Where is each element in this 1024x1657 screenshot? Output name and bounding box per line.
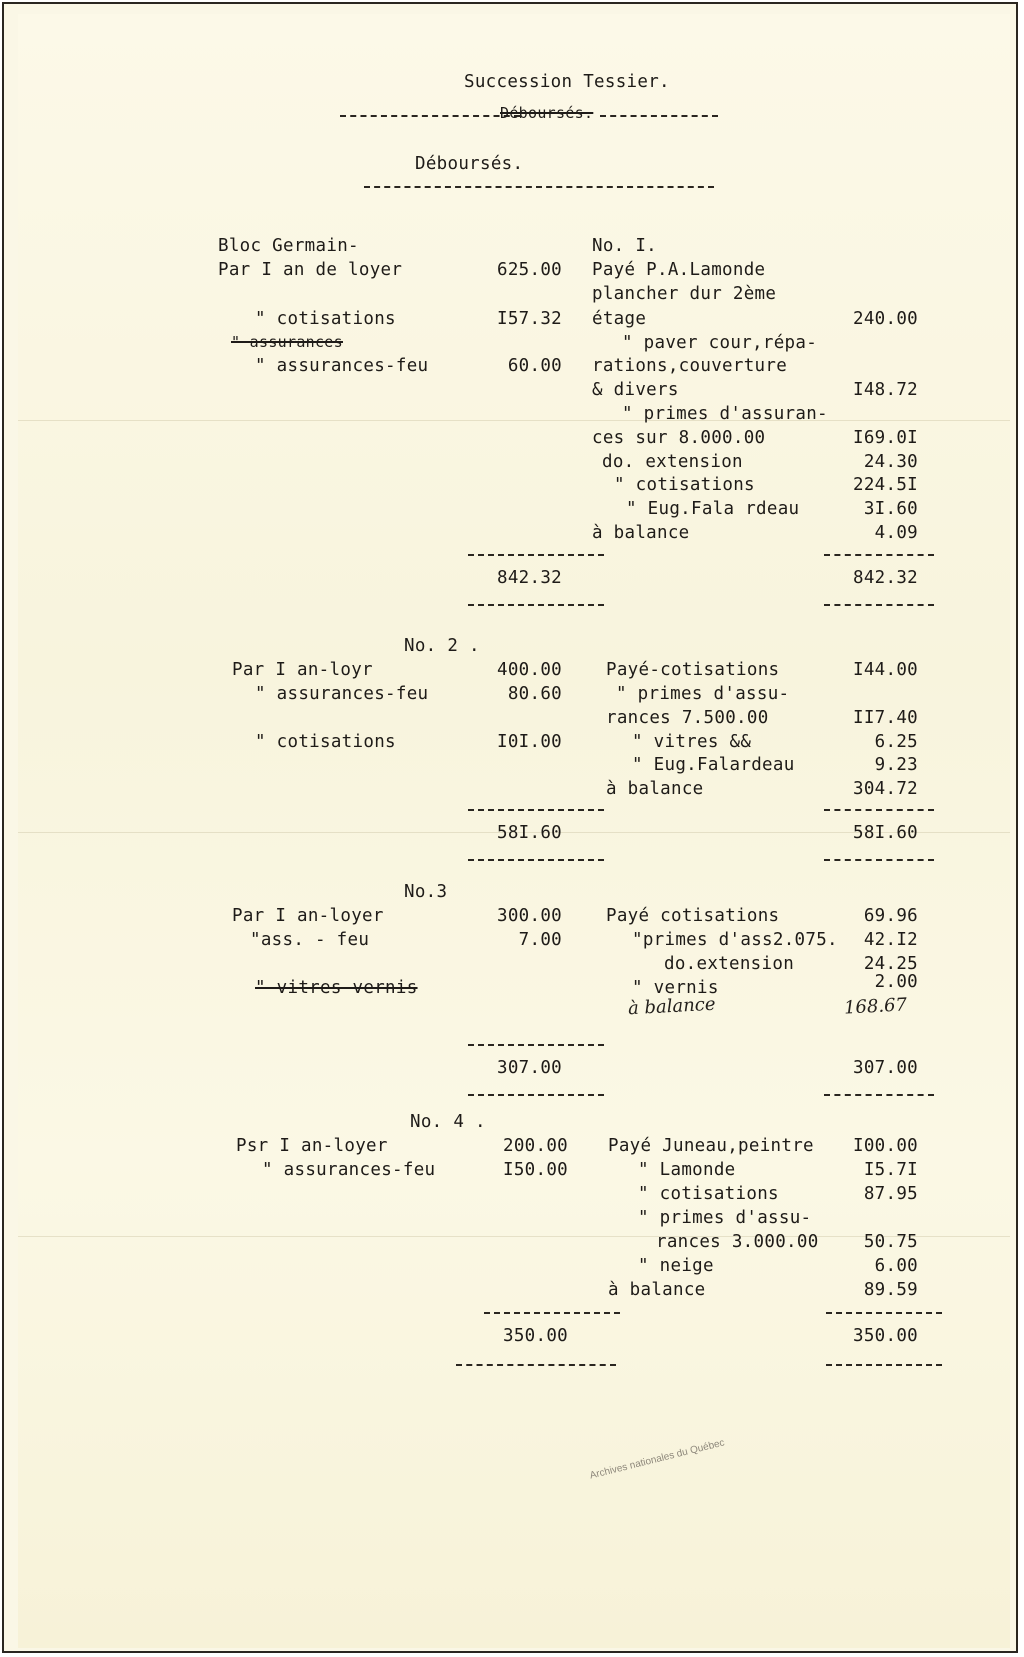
left-amount: 60.00: [507, 356, 562, 376]
left-entry: " assurances-feu: [255, 356, 429, 376]
right-entry: "primes d'ass2.075.: [632, 930, 838, 950]
right-total: 307.00: [852, 1058, 918, 1078]
right-amount: 240.00: [852, 309, 918, 329]
total-rule: [468, 809, 604, 811]
left-amount: 200.00: [502, 1136, 568, 1156]
right-amount: 6.00: [874, 1256, 918, 1276]
right-entry: plancher dur 2ème: [592, 284, 777, 304]
right-amount: I69.0I: [852, 428, 918, 448]
right-entry: " primes d'assu-: [616, 684, 790, 704]
right-entry: " primes d'assuran-: [622, 404, 828, 424]
left-entry: " cotisations: [255, 732, 396, 752]
left-entry: Par I an de loyer: [218, 260, 403, 280]
left-entry: " assurances-feu: [262, 1160, 436, 1180]
total-rule: [468, 859, 604, 861]
total-rule: [484, 1312, 620, 1314]
total-rule: [468, 554, 604, 556]
right-entry: " vitres &&: [632, 732, 752, 752]
left-amount: 80.60: [507, 684, 562, 704]
left-amount: 400.00: [496, 660, 562, 680]
handwritten-entry: à balance: [627, 993, 717, 1020]
divider: [600, 115, 718, 117]
right-entry: rations,couverture: [592, 356, 788, 376]
right-total: 350.00: [852, 1326, 918, 1346]
paper-fold: [18, 420, 1010, 421]
right-entry: & divers: [592, 380, 679, 400]
property-label: Bloc Germain-: [218, 236, 359, 256]
right-amount: 2.00: [874, 972, 918, 992]
right-entry: " neige: [638, 1256, 714, 1276]
right-entry: " Eug.Falardeau: [632, 755, 795, 775]
right-entry: à balance: [608, 1280, 706, 1300]
right-amount: 69.96: [863, 906, 918, 926]
section-number: No. 4 .: [410, 1112, 486, 1132]
right-entry: " Eug.Fala rdeau: [626, 499, 800, 519]
left-entry-struck: " assurances: [231, 333, 343, 351]
struck-heading: Déboursés.: [500, 104, 594, 122]
right-entry: rances 7.500.00: [606, 708, 769, 728]
section-heading: Déboursés.: [415, 154, 524, 174]
right-amount: 50.75: [863, 1232, 918, 1252]
left-amount: 625.00: [496, 260, 562, 280]
total-rule: [824, 554, 934, 556]
ledger-sheet: [18, 14, 1010, 1648]
right-entry: Payé-cotisations: [606, 660, 780, 680]
right-amount: 42.I2: [863, 930, 918, 950]
left-entry: "ass. - feu: [250, 930, 370, 950]
right-amount: 24.30: [863, 452, 918, 472]
total-rule: [824, 809, 934, 811]
right-entry: à balance: [592, 523, 690, 543]
document-frame: [2, 2, 1018, 1653]
total-rule: [824, 604, 934, 606]
right-amount: I00.00: [852, 1136, 918, 1156]
right-amount: 224.5I: [852, 475, 918, 495]
handwritten-amount: 168.67: [843, 994, 908, 1019]
left-amount: 7.00: [518, 930, 562, 950]
right-amount: 3I.60: [863, 499, 918, 519]
right-entry: Payé cotisations: [606, 906, 780, 926]
total-rule: [824, 859, 934, 861]
right-entry: do. extension: [602, 452, 743, 472]
right-entry: à balance: [606, 779, 704, 799]
right-entry: étage: [592, 309, 647, 329]
left-entry-struck: " vitres vernis: [255, 978, 418, 998]
right-entry: " Lamonde: [638, 1160, 736, 1180]
right-entry: rances 3.000.00: [656, 1232, 819, 1252]
right-amount: 87.95: [863, 1184, 918, 1204]
right-total: 58I.60: [852, 823, 918, 843]
left-total: 350.00: [502, 1326, 568, 1346]
left-amount: I57.32: [496, 309, 562, 329]
left-entry: " assurances-feu: [255, 684, 429, 704]
left-entry: Par I an-loyer: [232, 906, 384, 926]
total-rule: [826, 1312, 942, 1314]
right-amount: I48.72: [852, 380, 918, 400]
right-entry: " cotisations: [614, 475, 755, 495]
left-total: 307.00: [496, 1058, 562, 1078]
right-entry: " cotisations: [638, 1184, 779, 1204]
left-total: 842.32: [496, 568, 562, 588]
divider: [340, 115, 520, 117]
right-amount: 9.23: [874, 755, 918, 775]
left-entry: Par I an-loyr: [232, 660, 373, 680]
right-amount: I5.7I: [863, 1160, 918, 1180]
left-entry: Psr I an-loyer: [236, 1136, 388, 1156]
right-amount: 304.72: [852, 779, 918, 799]
document-title: Succession Tessier.: [464, 72, 670, 92]
right-entry: " vernis: [632, 978, 719, 998]
left-amount: I0I.00: [496, 732, 562, 752]
total-rule: [826, 1364, 942, 1366]
section-number: No.3: [404, 882, 448, 902]
total-rule: [456, 1364, 616, 1366]
left-amount: I50.00: [502, 1160, 568, 1180]
left-amount: 300.00: [496, 906, 562, 926]
total-rule: [468, 1094, 604, 1096]
right-entry: Payé P.A.Lamonde: [592, 260, 766, 280]
right-amount: II7.40: [852, 708, 918, 728]
right-total: 842.32: [852, 568, 918, 588]
right-entry: do.extension: [664, 954, 795, 974]
section-number: No. 2 .: [404, 636, 480, 656]
right-entry: " paver cour,répa-: [622, 333, 818, 353]
heading-underline: [364, 186, 714, 188]
right-amount: 4.09: [874, 523, 918, 543]
total-rule: [468, 604, 604, 606]
right-entry: ces sur 8.000.00: [592, 428, 766, 448]
right-entry: Payé Juneau,peintre: [608, 1136, 814, 1156]
left-total: 58I.60: [496, 823, 562, 843]
left-entry: " cotisations: [255, 309, 396, 329]
total-rule: [468, 1044, 604, 1046]
right-amount: 24.25: [863, 954, 918, 974]
section-number: No. I.: [592, 236, 658, 256]
right-amount: 6.25: [874, 732, 918, 752]
right-amount: I44.00: [852, 660, 918, 680]
right-entry: " primes d'assu-: [638, 1208, 812, 1228]
right-amount: 89.59: [863, 1280, 918, 1300]
archive-stamp: Archives nationales du Québec: [588, 1437, 726, 1482]
total-rule: [824, 1094, 934, 1096]
